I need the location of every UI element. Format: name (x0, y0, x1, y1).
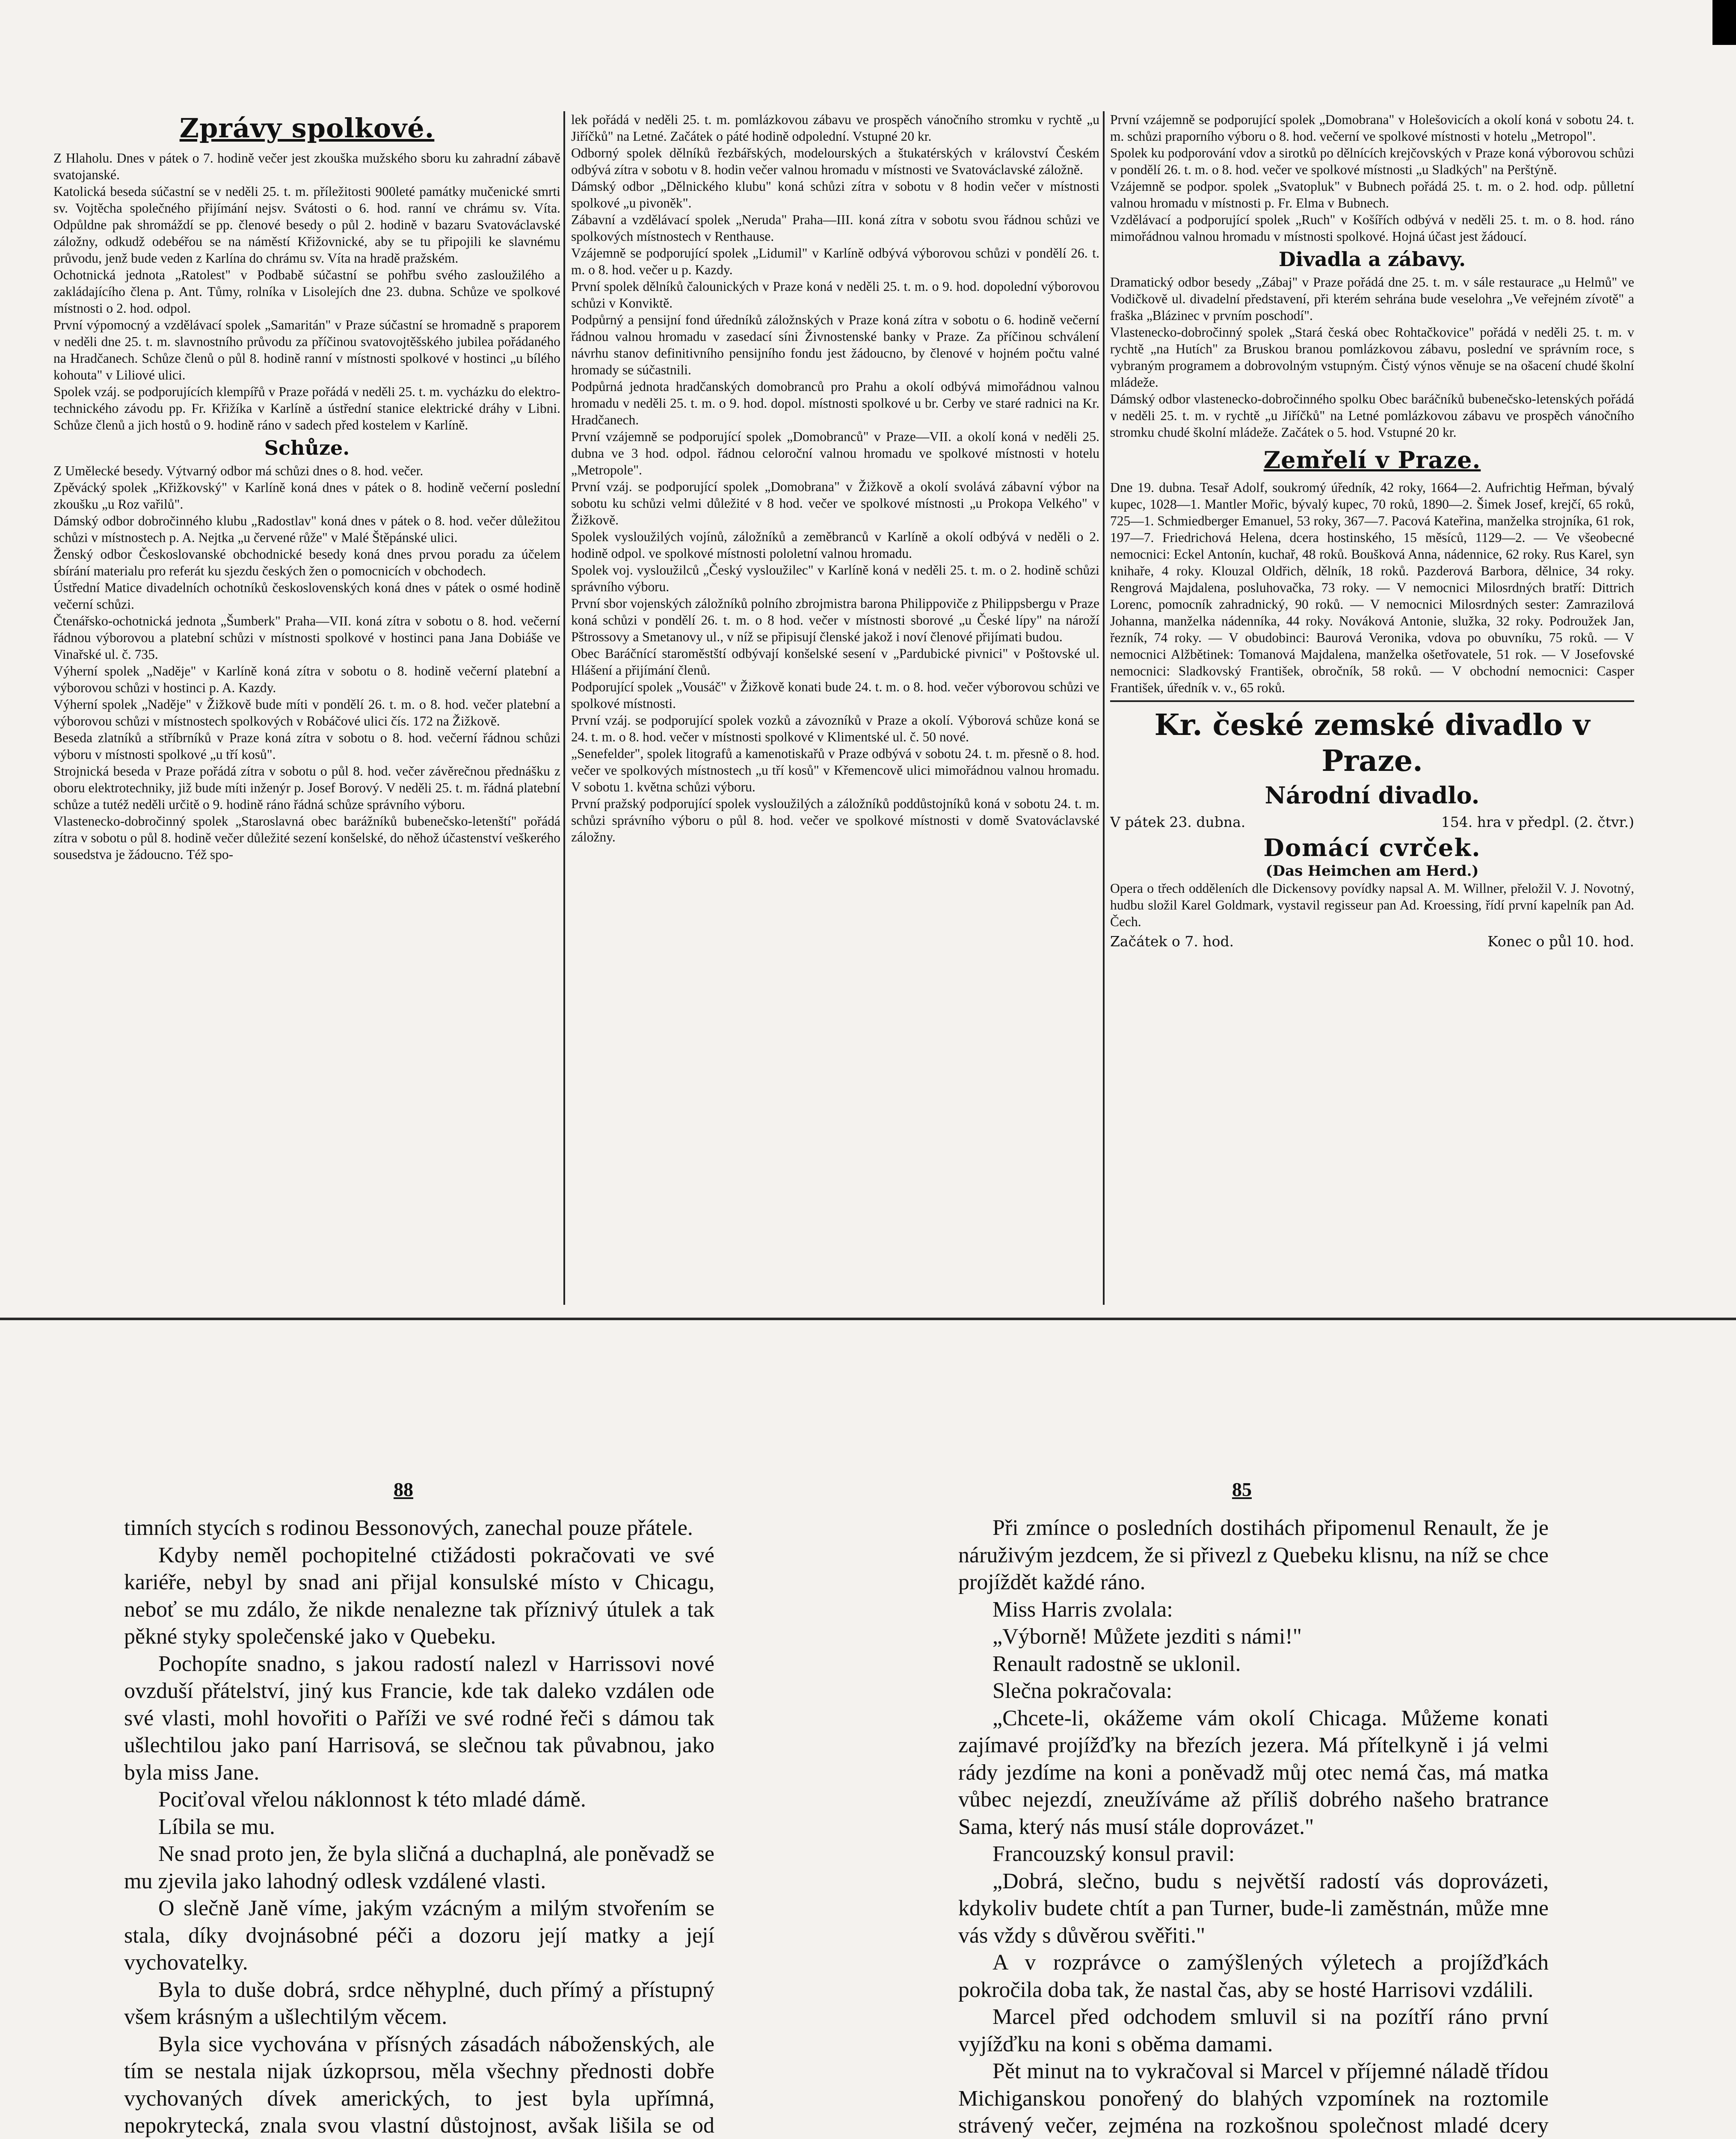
paragraph: O slečně Janě víme, jakým vzácným a milým stvořením se stala, díky dvojnásobné péči a dozoru její matky a její vychovatelky. (124, 1896, 714, 1975)
paragraph: Byla sice vychována v přísných zásadách náboženských, ale tím se nestala nijak úzkoprsou, měla všechny přednosti dobře vychovaných dívek amerických, to jest byla upřímná, nepokrytecká, znala svou vlastní důstojnost, avšak lišila se od (124, 2032, 714, 2138)
play-description: Opera o třech odděleních dle Dickensovy povídky napsal A. M. Willner, přeložil V. J. Novotný, hudbu složil Karel Goldmark, vystavil regisseur pan Ad. Kroessing, řídí první kapelník pan Ad. Čech. (1110, 881, 1634, 929)
paragraph: timních stycích s rodinou Bessonových, zanechal pouze přátele. (124, 1516, 693, 1540)
paragraph: Líbila se mu. (158, 1814, 275, 1839)
notice-item: Dámský odbor dobročinného klubu „Radostlav" koná dnes v pátek o 8. hod. večer důležitou schůzi v místnostech p. A. Nejtka „u červené růže" v Malé Štěpánské ulici. (53, 513, 560, 545)
notice-item: Výherní spolek „Naděje" v Karlíně koná zítra v sobotu o 8. hodině večerní platební a výborovou schůzi v hostinci p. A. Kazdy. (53, 664, 560, 695)
column-divider (563, 111, 565, 1305)
paragraph: Miss Harris zvolala: (992, 1597, 1173, 1622)
paragraph: Slečna pokračovala: (992, 1679, 1173, 1703)
notice-item: Vlastenecko-dobročinný spolek „Stará česká obec Rohtačkovice" pořádá v neděli 25. t. m. v rychtě „na Hutích" za Bruskou branou pomlázkovou zábavu, poslední ve správním roce, s vybraným programem a dobrovolným vstupným. Čistý výnos věnuje se na ošacení chudé školní mládeže. (1110, 325, 1634, 390)
paragraph: Pochopíte snadno, s jakou radostí nalezl v Harrissovi nové ovzduší přátelství, jiný kus Francie, kde tak daleko vzdálen ode své vlasti, mohl hovořiti o Paříži ve své rodné řeči s dámou tak ušlechtilou jako paní Harrisová, se slečnou tak půvabnou, jako byla miss Jane. (124, 1651, 714, 1785)
notice-item: Z Umělecké besedy. Výtvarný odbor má schůzi dnes o 8. hod. večer. (53, 463, 424, 478)
notice-item: Vlastenecko-dobročinný spolek „Staroslavná obec barážníků bubenečsko-letenští" pořádá zítra v sobotu o půl 8. hodině večer důležité sezení konšelské, do něhož účastenství veškerého sousedstva je žádoucno. Též spo- (53, 814, 560, 862)
column-1 (53, 111, 560, 1292)
paragraph: A v rozprávce o zamýšlených výletech a projížďkách pokročila doba tak, že nastal čas, aby se hosté Harrisovi vzdálili. (958, 1950, 1549, 2002)
notice-item: Zpěvácký spolek „Křižkovský" v Karlíně koná dnes v pátek o 8. hodině večerní poslední zkoušku „u Roz vařilů". (53, 480, 560, 512)
column-3 (1110, 111, 1634, 1292)
notice-item: Obec Baráčnící staroměstští odbývají konšelské sesení v „Pardubické pivnici" v Poštovské ul. Hlášení a přijímání členů. (571, 646, 1099, 678)
notice-item: Odborný spolek dělníků řezbářských, modelourských a štukatérských v království Českém odbývá zítra v sobotu v 8. hodin večer valnou hromadu v místnosti ve Svatováclavské záložně. (571, 145, 1099, 177)
notice-item: lek pořádá v neděli 25. t. m. pomlázkovou zábavu ve prospěch vánočního stromku v rychtě „u Jiříčků" na Letné. Začátek o páté hodině odpolední. Vstupné 20 kr. (571, 112, 1099, 144)
notice-item: Spolek vysloužilých vojínů, záložníků a zeměbranců v Karlíně a okolí odbývá v neděli o 2. hodině odpol. ve spolkové místnosti pololetní valnou hromadu. (571, 529, 1099, 561)
paragraph: „Dobrá, slečno, budu s největší radostí vás doprovázeti, kdykoliv budete chtít a pan Turner, bude-li zaměstnán, může mne vás vždy s důvěrou svěřiti." (958, 1869, 1549, 1948)
notices-list-b (1110, 274, 1634, 441)
theatre-subtitle: Národní divadlo. (1265, 782, 1480, 809)
notice-item: První vzáj. se podporující spolek vozků a závozníků v Praze a okolí. Výborová schůze koná se 24. t. m. o 8. hod. večer v místnosti spolkové v Klimentské ul. č. 50 nové. (571, 713, 1099, 744)
novel-page-right (958, 1514, 1549, 2139)
notice-item: První pražský podporující spolek vysloužilých a záložníků poddůstojníků koná v sobotu 24. t. m. schůzi správního výboru o půl 8. hod. večer ve spolkové místnosti v domě Svatováclavské záložny. (571, 796, 1099, 844)
notice-item: Z Hlaholu. Dnes v pátek o 7. hodině večer jest zkouška mužského sboru ku zahradní zábavě svatojanské. (53, 151, 560, 182)
notice-item: Beseda zlatníků a stříbrníků v Praze koná zítra v sobotu o 8. hod. večerní řádnou schůzi výboru v místnosti spolkové „u tří kosů". (53, 730, 560, 762)
paragraph: Kdyby neměl pochopitelné ctižádosti pokračovati ve své kariéře, nebyl by snad ani přijal konsulské místo v Chicagu, neboť se mu zdálo, že nikde nenalezne tak příznivý útulek a tak pěkné styky společenské jako v Quebeku. (124, 1543, 714, 1649)
paragraph: Pět minut na to vykračoval si Marcel v příjemné náladě třídou Michiganskou ponořený do blahých vzpomínek na roztomile strávený večer, zejména na rozkošnou společnost mladé dcery (958, 2059, 1549, 2138)
notice-item: První sbor vojenských záložníků polního zbrojmistra barona Philippoviče z Philippsbergu v Praze koná schůzi v pondělí 26. t. m. o 8 hod. večer v místnosti sborové „u České lípy" na nároží Pštrossovy a Smetanovy ul., v níž se připisují členské jakož i noví členové přijímati budou. (571, 596, 1099, 644)
notice-item: První spolek dělníků čalounických v Praze koná v neděli 25. t. m. o 9. hod. dopolední výborovou schůzi v Konviktě. (571, 279, 1099, 311)
paragraph: Renault radostně se uklonil. (992, 1651, 1241, 1676)
paragraph: Ne snad proto jen, že byla sličná a duchaplná, ale poněvadž se mu zjevila jako lahodný odlesk vzdálené vlasti. (124, 1842, 714, 1893)
notice-item: Strojnická beseda v Praze pořádá zítra v sobotu o půl 8. hod. večer závěrečnou přednášku z oboru elektrotechniky, již bude míti inženýr p. Josef Borový. V neděli 25. t. m. řádná platební schůze a tutéž neděli určitě o 9. hodině ráno řádná schůze správního výboru. (53, 764, 560, 812)
paragraph: Při zmínce o posledních dostihách připomenul Renault, že je náruživým jezdcem, že si přivezl z Quebeku klisnu, na níž se chce projíždět každé ráno. (958, 1516, 1549, 1594)
paragraph: „Výborně! Můžete jezditi s námi!" (992, 1624, 1302, 1649)
notice-item: První vzájemně se podporující spolek „Domobranců" v Praze—VII. a okolí koná v neděli 25. dubna ve 3 hod. odpol. řádnou celoroční valnou hromadu ve spolkové místnosti v hotelu „Metropole". (571, 429, 1099, 477)
page-number-right: 85 (1232, 1478, 1252, 1500)
notices-list (571, 111, 1099, 845)
deaths-list: Dne 19. dubna. Tesař Adolf, soukromý úředník, 42 roky, 1664—2. Aufrichtig Heřman, bývalý kupec, 1028—1. Mantler Mořic, bývalý kupec, 70 roků, 1890—2. Šimek Josef, krejčí, 65 roků, 725—1. Schmiedberger Emanuel, 53 roky, 367—7. Pacová Kateřina, manželka strojníka, 61 rok, 197—7. Friedrichová Helena, dcera hostinského, 15 měsíců, 1129—2. — Ve všeobecné nemocnici: Eckel Antonín, kuchař, 48 roků. Boušková Anna, nádennice, 62 roky. Rus Karel, syn knihaře, 4 roky. Klouzal Oldřich, dělník, 18 roků. Pazderová Barbora, dělnice, 34 roky. Rengrová Majdalena, posluhovačka, 73 roky. — V nemocnici Milosrdných bratří: Dittrich Lorenc, pomocník zahradnický, 90 roků. — V nemocnici Milosrdných sester: Zamrazilová Johanna, manželka nádenníka, 44 roky. Nováková Antonie, služka, 32 roky. Podroužek Jan, řezník, 74 roky. — V obudobinci: Baurová Veronika, vdova po obuvníku, 75 roků. — V nemocnici Alžbětinek: Tomanová Majdalena, manželka ošetřovatele, 51 rok. — V Josefovské nemocnici: Sladkovský František, obročník, 58 roků. — V obchodní nemocnici: Casper František, úředník v. v., 65 roků. (1110, 480, 1634, 695)
notice-item: Dámský odbor vlastenecko-dobročinného spolku Obec baráčníků bubenečsko-letenských pořádá v neděli 25. t. m. v rychtě „u Jiříčků" na Letné pomlázkovou zábavu ve prospěch vánočního stromku chudé školní mládeže. Začátek o 5. hod. Vstupné 20 kr. (1110, 391, 1634, 440)
notice-item: První výpomocný a vzdělávací spolek „Samaritán" v Praze súčastní se hromadně s praporem v neděli dne 25. t. m. slavnostního průvodu za příčinou svatovojtěšského jubilea pořádaného na Hradčanech. Schůze členů o půl 8. hodině ranní v místnosti spolkové v hostinci „u bílého kohouta" v Liliové ulici. (53, 317, 560, 382)
notices-list-a (53, 150, 560, 433)
page-number-left: 88 (394, 1478, 413, 1500)
section-heading-zemreli: Zemřelí v Praze. (1263, 446, 1481, 474)
performance-date-row (1110, 813, 1634, 831)
notice-item: Čtenářsko-ochotnická jednota „Šumberk" Praha—VII. koná zítra v sobotu o 8. hod. večerní řádnou výborovou a platební schůzi v místnosti spolkové v hostinci pana Jana Dobiáše ve Vinařské ul. č. 735. (53, 613, 560, 662)
performance-times (1110, 933, 1634, 951)
notice-item: Dámský odbor „Dělnického klubu" koná schůzi zítra v sobotu v 8 hodin večer v místnosti spolkové „u pivoněk". (571, 179, 1099, 210)
notice-item: Spolek ku podporování vdov a sirotků po dělnících krejčovských v Praze koná výborovou schůzi v pondělí 26. t. m. o 8. hod. večer ve spolkové místnosti „u Sladkých" na Perštýně. (1110, 145, 1634, 177)
section-heading-divadla: Divadla a zábavy. (1278, 248, 1466, 271)
paragraph: Pociťoval vřelou náklonnost k této mladé dámě. (158, 1787, 586, 1812)
notice-item: Podporující spolek „Vousáč" v Žižkově konati bude 24. t. m. o 8. hod. večer výborovou schůzi ve spolkové místnosti. (571, 679, 1099, 711)
notice-item: Spolek voj. vysloužilců „Český vysloužilec" v Karlíně koná v neděli 25. t. m. o 2. hodině schůzi správního výboru. (571, 563, 1099, 594)
notice-item: Spolek vzáj. se podporujících klempířů v Praze pořádá v neděli 25. t. m. vycházku do elektro-technického závodu pp. Fr. Křižíka v Karlíně a ústřední stanice elektrické dráhy v Libni. Schůze členů a jich hostů o 9. hodině ráno v sadech před kostelem v Karlíně. (53, 384, 560, 433)
play-original-title: (Das Heimchen am Herd.) (1265, 862, 1479, 880)
column-divider (1103, 111, 1105, 1305)
paragraph: Byla to duše dobrá, srdce něhyplné, duch přímý a přístupný všem krásným a ušlechtilým věcem. (124, 1977, 714, 2029)
notice-item: Ochotnická jednota „Ratolest" v Podbabě súčastní se pohřbu svého zasloužilého a zakládajícího člena p. Ant. Tůmy, rolníka v Lisolejích dne 23. dubna. Schůze ve spolkové místnosti o 2. hod. odpol. (53, 267, 560, 316)
notice-item: První vzáj. se podporující spolek „Domobrana" v Žižkově a okolí svolává zábavní výbor na sobotu ku schůzi velmi důležité v 8 hod. večer ve spolkové místnosti „u Prokopa Velkého" v Žižkově. (571, 479, 1099, 527)
paragraph: „Chcete-li, okážeme vám okolí Chicaga. Můžeme konati zajímavé projížďky na březích jezera. Má přítelkyně i já velmi rády jezdíme na koni a poněvadž můj otec nemá čas, má matka vůbec nejezdí, zneužíváme až příliš dobrého našeho bratrance Sama, který nás musí stále doprovázet." (958, 1706, 1549, 1839)
notice-item: Dramatický odbor besedy „Zábaj" v Praze pořádá dne 25. t. m. v sále restaurace „u Helmů" ve Vodičkově ul. divadelní představení, při kterém sehrána bude veselohra „Ve veřejném zívotě" a fraška „Blázinec v prvním poschodí". (1110, 275, 1634, 323)
paragraph: Francouzský konsul pravil: (992, 1842, 1235, 1866)
page-fold-line (0, 1318, 1736, 1320)
start-time: Začátek o 7. hod. (1110, 933, 1234, 950)
novel-page-left (124, 1514, 714, 2139)
subscription-info: 154. hra v předpl. (2. čtvr.) (1441, 814, 1634, 830)
notice-item: Vzájemně se podporující spolek „Lidumil" v Karlíně odbývá výborovou schůzi v pondělí 26. t. m. o 8. hod. večer u p. Kazdy. (571, 246, 1099, 277)
notice-item: První vzájemně se podporující spolek „Domobrana" v Holešovicích a okolí koná v sobotu 24. t. m. schůzi praporního výboru o 8. hod. večerní ve spolkové místnosti v hotelu „Metropol". (1110, 112, 1634, 144)
paragraph: Marcel před odchodem smluvil si na pozítří ráno první vyjížďku na koni s oběma damami. (958, 2005, 1549, 2056)
corner-mark (1712, 0, 1736, 45)
play-title: Domácí cvrček. (1263, 834, 1481, 862)
notice-item: Katolická beseda súčastní se v neděli 25. t. m. příležitosti 900leté památky mučenické smrti sv. Vojtěcha společného přijímání nejsv. Svátosti o 6. hod. ranní ve chrámu sv. Víta. Odpůldne pak shromáždí se pp. členové besedy o půl 2. hodině v bazaru Svatováclavské záložny, odkudž odebéřou se na náměstí Křižovnické, aby se tu připojili ke slavnému průvodu, jenž bude veden z Karlína do chrámu sv. Víta na hradě pražském. (53, 184, 560, 266)
notice-item: Ústřední Matice divadelních ochotníků československých koná dnes v pátek o osmé hodině večerní schůzi. (53, 580, 560, 612)
notice-item: Vzdělávací a podporující spolek „Ruch" v Košířích odbývá v neděli 25. t. m. o 8. hod. ráno mimořádnou valnou hromadu v místnosti spolkové. Hojná účast jest žádoucí. (1110, 212, 1634, 244)
notice-item: Výherní spolek „Naděje" v Žižkově bude míti v pondělí 26. t. m. o 8. hod. večer platební a výborovou schůzi v místnostech spolkových v Robáčové ulici čís. 172 na Žižkově. (53, 697, 560, 729)
notice-item: Podpůrná jednota hradčanských domobranců pro Prahu a okolí odbývá mimořádnou valnou hromadu v neděli 25. t. m. o 9. hod. dopol. místnosti spolkové u br. Cerby ve staré radnici na Kr. Hradčanech. (571, 379, 1099, 427)
theatre-name: Kr. české zemské divadlo v Praze. (1154, 708, 1590, 778)
end-time: Konec o půl 10. hod. (1487, 933, 1634, 950)
notices-list-b (53, 462, 560, 863)
notice-item: Zábavní a vzdělávací spolek „Neruda" Praha—III. koná zítra v sobotu svou řádnou schůzi ve spolkových místnostech v Renthause. (571, 212, 1099, 244)
notice-item: Ženský odbor Českoslovanské obchodnické besedy koná dnes prvou poradu za účelem sbírání materialu pro referát ku sjezdu českých žen o pomocnicích v obchodech. (53, 547, 560, 578)
section-subheading-schuze: Schůze. (264, 436, 350, 459)
performance-date: V pátek 23. dubna. (1110, 814, 1246, 830)
section-heading-zpravy: Zprávy spolkové. (179, 113, 435, 144)
notice-item: „Senefelder", spolek litografů a kamenotiskařů v Praze odbývá v sobotu 24. t. m. přesně o 8. hod. večer ve spolkových místnostech „u tří kosů" v Křemencově ulici mimořádnou valnou hromadu. V sobotu 1. května schůzi výboru. (571, 746, 1099, 794)
divider (1110, 700, 1634, 705)
notice-item: Vzájemně se podpor. spolek „Svatopluk" v Bubnech pořádá 25. t. m. o 2. hod. odp. půlletní valnou hromadu v místnosti p. Fr. Elma v Bubnech. (1110, 179, 1634, 210)
column-2 (571, 111, 1099, 1292)
notices-list-a (1110, 111, 1634, 245)
notice-item: Podpůrný a pensijní fond úředníků záložnských v Praze koná zítra v sobotu o 6. hodině večerní řádnou valnou hromadu v zasedací síni Živnostenské banky v Praze. Za příčinou schválení návrhu stanov definitivního pensijního fondu jest žádoucno, by členové v hojném počtu valné hromady se súčastnili. (571, 312, 1099, 377)
